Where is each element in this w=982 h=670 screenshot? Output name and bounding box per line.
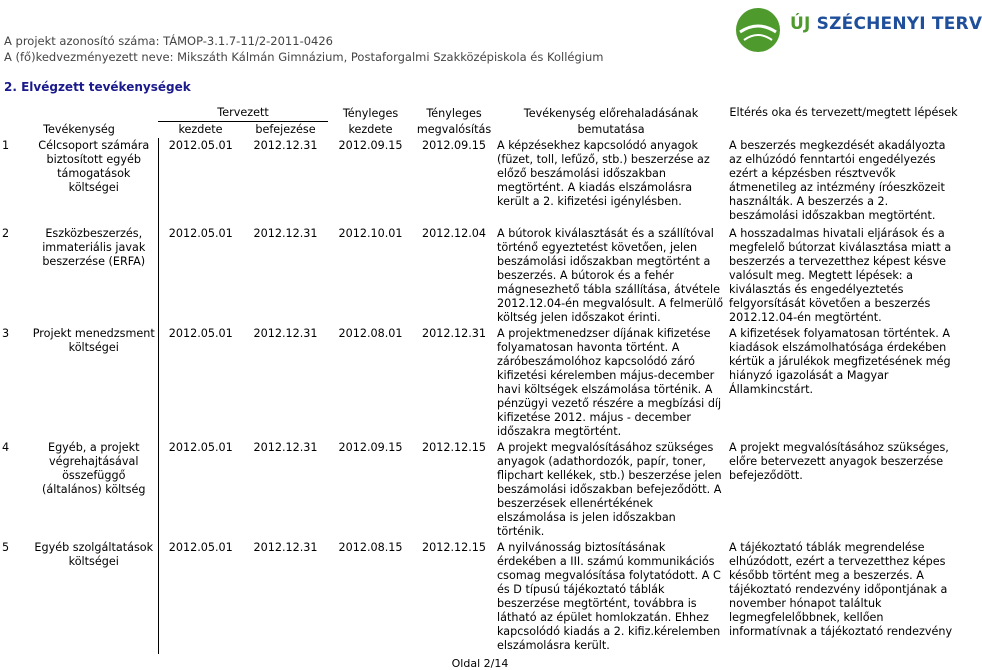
logo-uj: ÚJ xyxy=(790,14,811,34)
beneficiary-name: A (fő)kedvezményezett neve: Mikszáth Kálmán Gimnázium, Postaforgalmi Szakközépiskola és Kollégium xyxy=(4,50,604,64)
header-actual-start-2: kezdete xyxy=(348,123,393,136)
row-actual-start: 2012.10.01 xyxy=(338,227,403,240)
row-progress: A nyilvánosság biztosításának érdekében a III. számú kommunikációs csomag megvalósítása folytatódott. A C és D típusú tájékoztató táblák beszerzése megtörtént, továbbra is látható az épület homlokzatán. Ehhez kapcsolódó kiadás a 2. kifiz.kérelemben elszámolásra került. xyxy=(497,541,721,652)
row-number: 5 xyxy=(2,541,10,554)
row-actual-start: 2012.08.01 xyxy=(338,327,403,340)
header-actual-done-1: Tényleges xyxy=(426,106,482,120)
row-planned-end: 2012.12.31 xyxy=(253,441,318,454)
row-planned-start: 2012.05.01 xyxy=(158,440,243,540)
row-deviation: A tájékoztató táblák megrendelése elhúzódott, ezért a tervezetthez képes később történt meg a beszerzés. A tájékoztató rendezvény időpontjának a november hónapot találtuk legmegfelelőbbnek, kellően informatívnak a tájékoztató rendezvény xyxy=(729,541,953,638)
row-activity: Egyéb, a projekt végrehajtásával összefüggő (általános) költség xyxy=(42,441,146,496)
row-progress: A képzésekhez kapcsolódó anyagok (füzet, toll, lefűző, stb.) beszerzése az előző beszámolási időszakban megtörtént. A kiadás elszámolásra került a 2. kifizetési igénylésben. xyxy=(497,139,710,208)
header-actual-done-2: megvalósítás xyxy=(416,123,492,136)
project-id: A projekt azonosító száma: TÁMOP-3.1.7-11/2-2011-0426 xyxy=(4,34,333,48)
row-activity: Projekt menedzsment költségei xyxy=(32,327,155,354)
header-planned-end: befejezése xyxy=(255,123,316,136)
header-progress-2: bemutatása xyxy=(577,123,645,136)
row-actual-start: 2012.09.15 xyxy=(338,441,403,454)
row-planned-start: 2012.05.01 xyxy=(158,326,243,440)
logo-text xyxy=(790,14,982,34)
section-title: 2. Elvégzett tevékenységek xyxy=(4,80,191,94)
row-planned-start: 2012.05.01 xyxy=(158,540,243,654)
row-deviation: A hosszadalmas hivatali eljárások és a megfelelő bútorzat kiválasztása miatt a beszerzés a tervezetthez képest késve valósult meg. Megtett lépések: a kiválasztás és engedélyeztetés felgyorsítását követően a beszerzés 2012.12.04-én megtörtént. xyxy=(729,227,952,324)
header-planned: Tervezett xyxy=(158,105,328,122)
activities-table xyxy=(0,105,960,654)
table-row xyxy=(0,540,960,654)
row-actual-done: 2012.09.15 xyxy=(421,139,487,152)
row-deviation: A beszerzés megkezdését akadályozta az elhúzódó fenntartói engedélyezés ezért a képzésben résztvevők átmenetileg az intézmény íróeszközeit használták. A beszerzés a 2. beszámolási időszakban megtörtént. xyxy=(729,139,946,222)
header-info xyxy=(4,33,604,65)
row-number: 3 xyxy=(2,327,10,340)
row-planned-end: 2012.12.31 xyxy=(253,541,318,554)
row-progress: A projektmenedzser díjának kifizetése folyamatosan havonta történt. A záróbeszámolóhoz kapcsolódó záró kifizetési kérelemben május-december havi költségek elszámolása történik. A pénzügyi vezető részére a megbízási díj kifizetése 2012. május - december időszakra megtörtént. xyxy=(497,327,722,438)
row-actual-done: 2012.12.31 xyxy=(421,327,487,340)
row-planned-start: 2012.05.01 xyxy=(158,226,243,326)
logo-emblem-icon xyxy=(730,2,786,58)
row-actual-done: 2012.12.15 xyxy=(421,441,487,454)
row-progress: A bútorok kiválasztását és a szállítóval történő egyeztetést követően, jelen beszámolási időszakban megtörtént a beszerzés. A bútorok és a fehér mágnesezhető tábla szállítása, átvétele 2012.12.04-én megvalósult. A felmerülő költség jelen időszakot érinti. xyxy=(497,227,724,324)
header-activity: Tevékenység xyxy=(43,123,115,136)
page-number: Oldal 2/14 xyxy=(451,657,509,670)
row-activity: Eszközbeszerzés, immateriális javak beszerzése (ERFA) xyxy=(42,227,146,268)
row-planned-end: 2012.12.31 xyxy=(253,327,318,340)
row-number: 4 xyxy=(2,441,10,454)
row-activity: Egyéb szolgáltatások költségei xyxy=(34,541,154,568)
header-progress-1: Tevékenység előrehaladásának xyxy=(523,106,699,120)
row-number: 1 xyxy=(2,139,10,152)
row-planned-start: 2012.05.01 xyxy=(158,138,243,226)
row-number: 2 xyxy=(2,227,10,240)
szechenyi-terv-logo xyxy=(730,2,982,60)
header-actual-start-1: Tényleges xyxy=(342,106,399,120)
table-row xyxy=(0,138,960,226)
row-deviation: A kifizetések folyamatosan történtek. A kiadások elszámolhatósága érdekében kértük a járulékok megfizetésének még hiányzó igazolását a Magyar Államkincstárt. xyxy=(729,327,951,396)
row-planned-end: 2012.12.31 xyxy=(253,227,318,240)
table-row xyxy=(0,226,960,326)
row-actual-done: 2012.12.15 xyxy=(421,541,487,554)
logo-name: SZÉCHENYI TERV xyxy=(816,14,982,34)
table-row xyxy=(0,440,960,540)
row-progress: A projekt megvalósításához szükséges anyagok (adathordozók, papír, toner, flipchart kellékek, stb.) beszerzése jelen beszámolási időszakban befejeződött. A beszerzések ellenértékének elszámolása is jelen időszakban történik. xyxy=(497,441,722,538)
header-deviation: Eltérés oka és tervezett/megtett lépések xyxy=(729,106,958,119)
row-activity: Célcsoport számára biztosított egyéb támogatások költségei xyxy=(38,139,150,194)
row-actual-start: 2012.08.15 xyxy=(338,541,403,554)
header-planned-start: kezdete xyxy=(178,123,223,136)
row-deviation: A projekt megvalósításához szükséges, előre betervezett anyagok beszerzése befejeződött. xyxy=(729,441,949,482)
row-planned-end: 2012.12.31 xyxy=(253,139,318,152)
row-actual-done: 2012.12.04 xyxy=(421,227,487,240)
table-row xyxy=(0,326,960,440)
row-actual-start: 2012.09.15 xyxy=(338,139,403,152)
